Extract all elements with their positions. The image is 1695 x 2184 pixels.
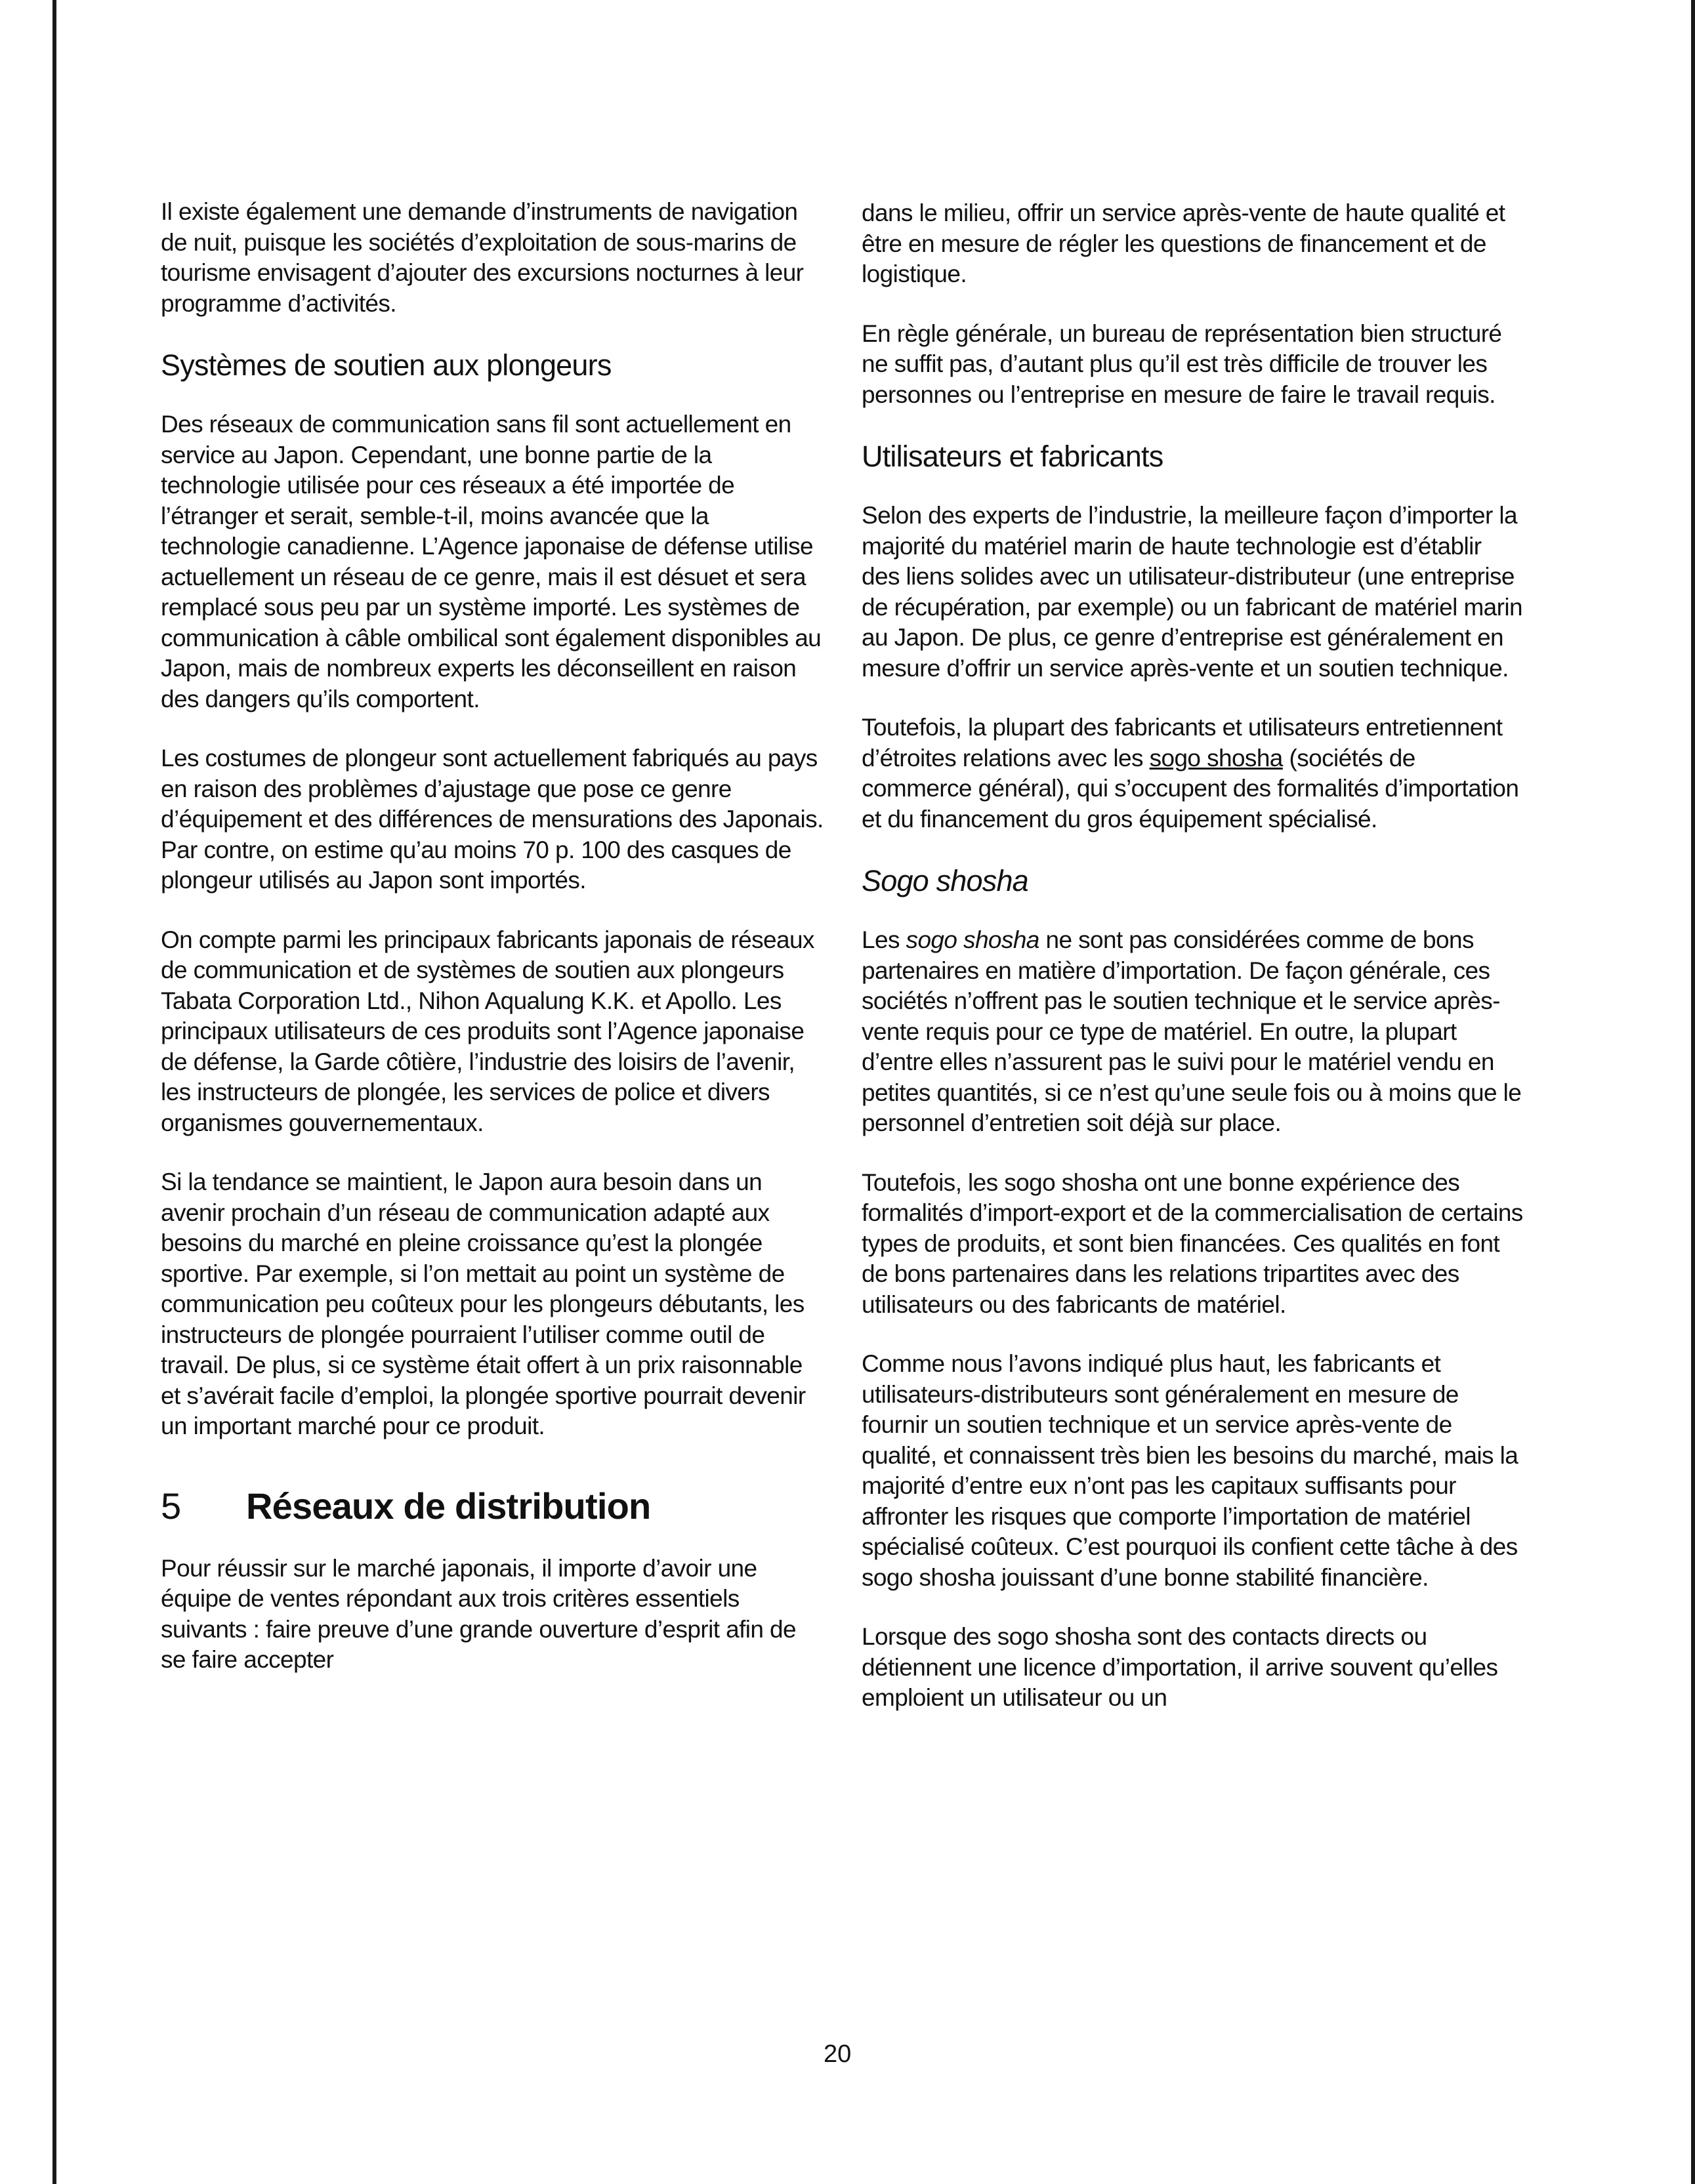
- text-run: ne sont pas considérées comme de bons partenaires en matière d’importation. De façon générale, ces sociétés n’offrent pas le soutien technique et le service après-vente requis pour ce type de matériel. En outre, la plupart d’entre elles n’assurent pas le suivi pour le matériel vendu en petites quantités, si ce n’est qu’une seule fois ou à moins que le personnel d’entretien soit déjà sur place.: [862, 926, 1522, 1136]
- heading-sogo-shosha: Sogo shosha: [862, 864, 1028, 897]
- heading-users-manufacturers: Utilisateurs et fabricants: [862, 440, 1163, 473]
- paragraph-sales-team: Pour réussir sur le marché japonais, il importe d’avoir une équipe de ventes répondant aux trois critères essentiels suivants : faire preuve d’une grande ouverture d’esprit afin de se faire accepter: [161, 1554, 796, 1673]
- paragraph-industry-experts: Selon des experts de l’industrie, la meilleure façon d’importer la majorité du matériel marin de haute technologie est d’établir des liens solides avec un utilisateur-distributeur (une entreprise de récupération, par exemple) ou un fabricant de matériel marin au Japon. De plus, ce genre d’entreprise est généralement en mesure d’offrir un service après-vente et un soutien technique.: [862, 502, 1522, 682]
- scan-border-left: [52, 0, 56, 2184]
- italic-term-sogo-shosha: sogo shosha: [906, 926, 1039, 953]
- section-heading-distribution: [161, 1485, 824, 1527]
- text-run: Les: [862, 926, 906, 953]
- paragraph-diving-suits: Les costumes de plongeur sont actuellement fabriqués au pays en raison des problèmes d’ajustage que pose ce genre d’équipement et des différences de mensurations des Japonais. Par contre, on estime qu’au moins 70 p. 100 des casques de plongeur utilisés au Japon sont importés.: [161, 745, 824, 894]
- paragraph-wireless-networks: Des réseaux de communication sans fil sont actuellement en service au Japon. Cependant, une bonne partie de la technologie utilisée pour ces réseaux a été importée de l’étranger et serait, semble-t-il, moins avancée que la technologie canadienne. L’Agence japonaise de défense utilise actuellement un réseau de ce genre, mais il est désuet et sera remplacé sous peu par un système importé. Les systèmes de communication à câble ombilical sont également disponibles au Japon, mais de nombreux experts les déconseillent en raison des dangers qu’ils comportent.: [161, 411, 822, 712]
- right-column: [862, 198, 1524, 1742]
- paragraph-after-sales-service: dans le milieu, offrir un service après-vente de haute qualité et être en mesure de régler les questions de financement et de logistique.: [862, 199, 1505, 287]
- scan-border-right: [1691, 0, 1695, 2184]
- left-column: [161, 197, 824, 1704]
- paragraph-representation-office: En règle générale, un bureau de représentation bien structuré ne suffit pas, d’autant plus qu’il est très difficile de trouver les personnes ou l’entreprise en mesure de faire le travail requis.: [862, 319, 1502, 408]
- paragraph-night-navigation: Il existe également une demande d’instruments de navigation de nuit, puisque les sociétés d’exploitation de sous-marins de tourisme envisagent d’ajouter des excursions nocturnes à leur programme d’activités.: [161, 198, 804, 317]
- paragraph-main-manufacturers: On compte parmi les principaux fabricants japonais de réseaux de communication et de systèmes de soutien aux plongeurs Tabata Corporation Ltd., Nihon Aqualung K.K. et Apollo. Les principaux utilisateurs de ces produits sont l’Agence japonaise de défense, la Garde côtière, l’industrie des loisirs de l’avenir, les instructeurs de plongée, les services de police et divers organismes gouvernementaux.: [161, 926, 814, 1136]
- paragraph-financial-stability: Comme nous l’avons indiqué plus haut, les fabricants et utilisateurs-distributeurs sont généralement en mesure de fournir un soutien technique et un service après-vente de qualité, et connaissent très bien les besoins du marché, mais la majorité d’entre eux n’ont pas les capitaux suffisants pour affronter les risques que comporte l’importation de matériel spécialisé coûteux. C’est pourquoi ils confient cette tâche à des sogo shosha jouissant d’une bonne stabilité financière.: [862, 1350, 1518, 1591]
- heading-diver-support-systems: Systèmes de soutien aux plongeurs: [161, 348, 612, 382]
- section-title: Réseaux de distribution: [246, 1485, 651, 1527]
- text-run: Toutefois, la plupart des fabricants et utilisateurs entretiennent d’étroites relations avec les: [862, 714, 1503, 772]
- paragraph-close-relations: [862, 712, 1524, 834]
- paragraph-import-license: Lorsque des sogo shosha sont des contacts directs ou détiennent une licence d’importation, il arrive souvent qu’elles emploient un utilisateur ou un: [862, 1623, 1498, 1711]
- paragraph-sogo-shosha-partners: [862, 925, 1524, 1139]
- paragraph-sogo-shosha-experience: Toutefois, les sogo shosha ont une bonne expérience des formalités d’import-export et de la commercialisation de certains types de produits, et sont bien financées. Ces qualités en font de bons partenaires dans les relations tripartites avec des utilisateurs ou des fabricants de matériel.: [862, 1168, 1523, 1318]
- section-number: 5: [161, 1485, 181, 1527]
- paragraph-sport-diving-trend: Si la tendance se maintient, le Japon aura besoin dans un avenir prochain d’un réseau de communication adapté aux besoins du marché en pleine croissance qu’est la plongée sportive. Par exemple, si l’on mettait au point un système de communication peu coûteux pour les plongeurs débutants, les instructeurs de plongée pourraient l’utiliser comme outil de travail. De plus, si ce système était offert à un prix raisonnable et s’avérait facile d’emploi, la plongée sportive pourrait devenir un important marché pour ce produit.: [161, 1168, 806, 1439]
- underlined-term-sogo-shosha: sogo shosha: [1149, 744, 1283, 772]
- text-run: (sociétés de commerce général), qui s’occupent des formalités d’importation et du financement du gros équipement spécialisé.: [862, 744, 1519, 833]
- page-number: 20: [824, 2040, 852, 2068]
